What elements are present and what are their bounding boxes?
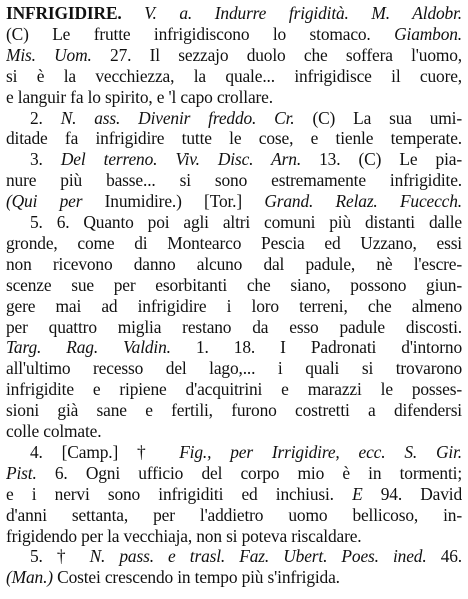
italic-text: (Qui per <box>6 191 83 212</box>
entry-line <box>6 2 462 25</box>
entry-text: (C) La sua umi- <box>294 107 462 128</box>
entry-line <box>6 23 462 46</box>
entry-line <box>6 420 462 443</box>
italic-text: N. ass. Divenir freddo. Cr. <box>60 107 295 128</box>
entry-line <box>6 127 462 150</box>
entry-line <box>6 232 462 255</box>
italic-text: Giambon. <box>394 23 462 44</box>
italic-text: Pist. <box>6 462 37 483</box>
italic-text: (Man.) <box>6 567 53 588</box>
entry-text: nure più basse... si sono estremamente infrigidite. <box>6 170 462 191</box>
entry-text: (C) Le frutte infrigidiscono lo stomaco. <box>6 23 395 44</box>
entry-text: 6. Ogni ufficio del corpo mio è in tormenti; <box>36 462 462 483</box>
entry-line <box>6 525 462 548</box>
entry-line <box>6 274 462 297</box>
entry-text: gere mai ad infrigidire i loro terreni, che almeno <box>6 295 462 316</box>
entry-text: 94. David <box>362 483 462 504</box>
italic-text: Del terreno. Viv. Disc. Arn. <box>60 149 302 170</box>
italic-text: Grand. Relaz. Fucecch. <box>264 191 462 212</box>
entry-text: 27. Il sezzajo duolo che soffera l'uomo, <box>91 44 462 65</box>
entry-text <box>122 3 145 23</box>
entry-line <box>6 295 462 318</box>
entry-line <box>6 566 462 589</box>
entry-text: Costei crescendo in tempo più s'infrigida. <box>52 567 340 588</box>
entry-text: frigidendo per la vecchiaja, non si poteva riscaldare. <box>6 525 362 546</box>
entry-text: 46. <box>426 546 462 567</box>
entry-line <box>6 399 462 422</box>
entry-line <box>6 316 462 339</box>
entry-text: si è la vecchiezza, la quale... infrigidisce il cuore, <box>6 65 462 86</box>
entry-line <box>30 211 462 234</box>
entry-line <box>6 504 462 527</box>
entry-line <box>6 378 462 401</box>
entry-text: e i nervi sono infrigiditi ed inchiusi. <box>6 483 353 504</box>
entry-text: 5. † <box>30 546 90 567</box>
entry-line <box>30 148 462 171</box>
entry-line <box>6 65 462 88</box>
entry-text: colle colmate. <box>6 421 102 441</box>
entry-text: non ricevono danno alcuno dal padule, nè l'escre- <box>6 253 462 274</box>
entry-line <box>6 483 462 506</box>
entry-line <box>30 441 462 464</box>
entry-text: e languir fa lo spirito, e 'l capo crollare. <box>6 86 273 107</box>
entry-text: gronde, come di Montearco Pescia ed Uzzano, essi <box>6 232 462 253</box>
entry-text: sioni già sane e fertili, furono costretti a difendersi <box>6 400 462 421</box>
entry-text: scenze sue per esorbitanti che siano, possono giun- <box>6 274 462 295</box>
entry-text: 13. (C) Le pia- <box>301 149 462 170</box>
italic-text: N. pass. e trasl. Faz. Ubert. Poes. ined. <box>89 546 427 567</box>
italic-text: Targ. Rag. Valdin. <box>6 337 171 358</box>
entry-line <box>30 545 462 568</box>
italic-text: V. a. Indurre frigidità. M. Aldobr. <box>144 3 462 23</box>
italic-text: Fig., per Irrigidire, ecc. S. Gir. <box>179 441 462 462</box>
entry-line <box>6 169 462 192</box>
entry-text: ditade fa infrigidire tutte le cose, e tienle temperate. <box>6 128 462 149</box>
headword: INFRIGIDIRE. <box>6 3 122 23</box>
entry-line <box>6 44 462 67</box>
entry-text: 1. 18. I Padronati d'intorno <box>170 337 462 358</box>
entry-text: 5. 6. Quanto poi agli altri comuni più distanti dalle <box>30 212 462 232</box>
entry-text: infrigidite e ripiene d'acquitrini e marazzi le posses- <box>6 379 462 400</box>
entry-line <box>6 190 462 213</box>
entry-text: 4. [Camp.] † <box>30 441 180 462</box>
entry-line <box>30 107 462 130</box>
entry-text: d'anni settanta, per l'addietro uomo bellicoso, in- <box>6 504 462 525</box>
entry-line <box>6 357 462 380</box>
entry-text: all'ultimo recesso del lago,... i quali si trovarono <box>6 358 462 379</box>
entry-text: per quattro miglia restano da esso padule discosti. <box>6 316 462 337</box>
entry-text: Inumidire.) [Tor.] <box>82 191 265 212</box>
italic-text: Mis. Uom. <box>6 44 92 65</box>
entry-line <box>6 86 462 109</box>
entry-line <box>6 253 462 276</box>
entry-line <box>6 462 462 485</box>
entry-text: 2. <box>30 107 61 128</box>
entry-line <box>6 336 462 359</box>
italic-text: E <box>352 483 363 504</box>
entry-text: 3. <box>30 149 61 170</box>
